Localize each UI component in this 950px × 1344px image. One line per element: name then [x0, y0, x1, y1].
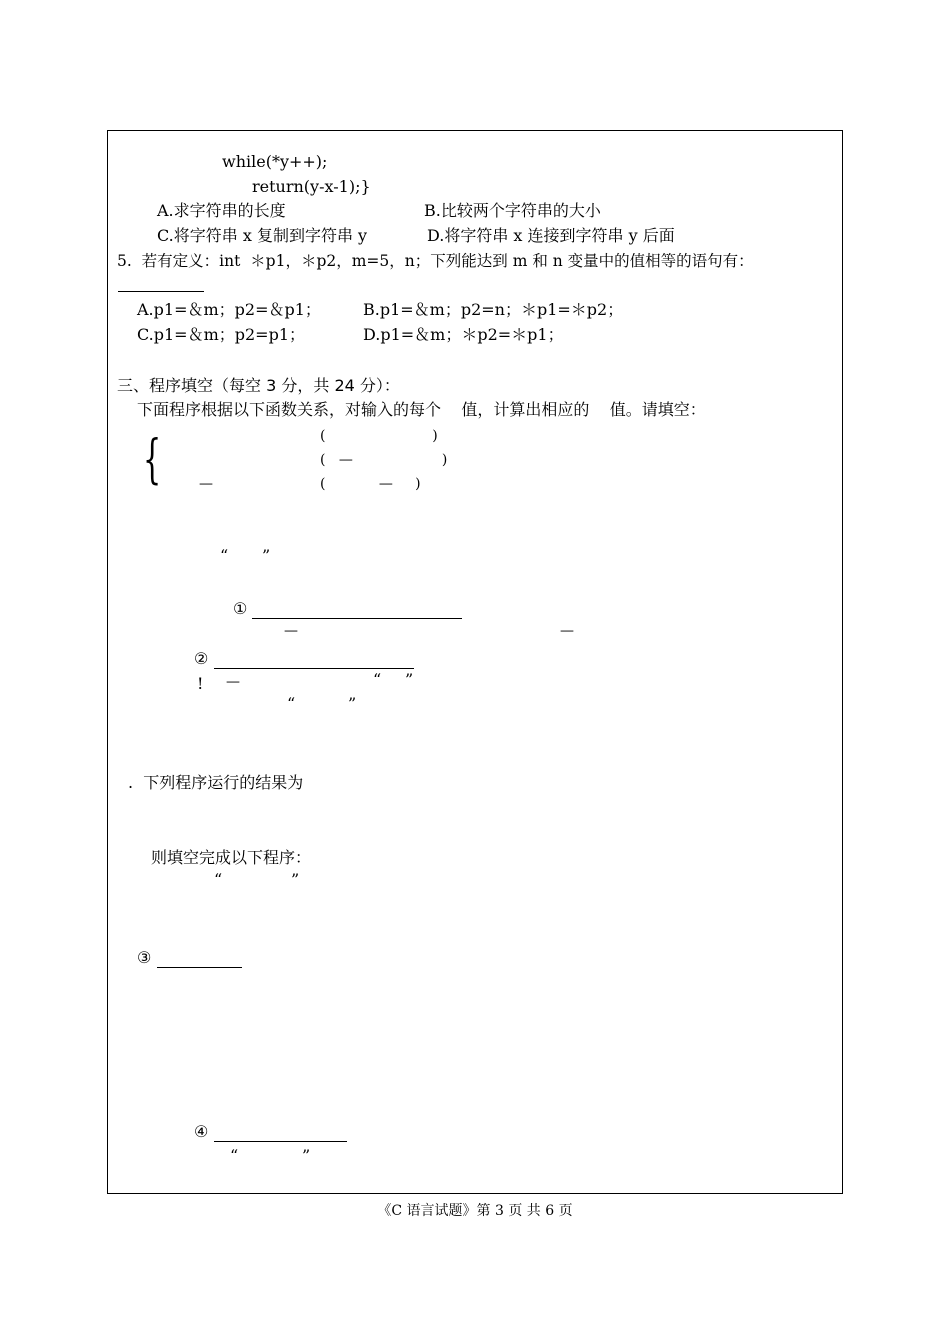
piecewise-cond-3: ( — ): [320, 476, 421, 492]
blank-label-4: ④: [194, 1122, 209, 1141]
exam-page-frame: [107, 130, 843, 1194]
piecewise-brace: {: [143, 430, 162, 490]
fill-blank-2[interactable]: [214, 668, 414, 669]
dash-mark: —: [284, 623, 298, 639]
piecewise-dash: —: [199, 476, 213, 492]
section-3-title: 三、程序填空（每空 3 分，共 24 分）：: [117, 376, 400, 395]
blank-label-2: ②: [194, 649, 209, 668]
dash-mark: —: [560, 623, 574, 639]
quote-close: ”: [302, 1146, 311, 1165]
quote-open: “: [373, 670, 382, 689]
q5-option-c: C.p1=＆m；p2=p1；: [137, 325, 306, 344]
q5-option-a: A.p1=＆m；p2=＆p1；: [137, 300, 321, 319]
q5-stem: 5. 若有定义：int ＊p1，＊p2，m=5，n；下列能达到 m 和 n 变量中的值相等的语句有：: [117, 252, 754, 270]
bang-mark: !: [197, 674, 204, 693]
fill-blank-3[interactable]: [157, 967, 242, 968]
section-3-intro: 下面程序根据以下函数关系，对输入的每个 值，计算出相应的 值。请填空：: [137, 400, 706, 419]
fill-blank-4[interactable]: [214, 1141, 347, 1142]
quote-close: ”: [262, 546, 271, 565]
piecewise-cond-2: ( — ): [320, 452, 448, 468]
fill-blank-1[interactable]: [252, 618, 462, 619]
page-footer: 《C 语言试题》第 3 页 共 6 页: [377, 1203, 573, 1219]
quote-open: “: [287, 694, 296, 713]
code-line-while: while(*y++);: [222, 152, 328, 171]
q4-option-d: D.将字符串 x 连接到字符串 y 后面: [427, 226, 675, 245]
quote-open: “: [220, 546, 229, 565]
piecewise-cond-1: ( ): [320, 428, 438, 444]
q5-answer-blank: [118, 291, 204, 292]
dash-mark: —: [226, 674, 240, 690]
quote-close: ”: [405, 670, 414, 689]
code-line-return: return(y-x-1);}: [252, 177, 371, 196]
blank-label-3: ③: [137, 948, 152, 967]
q2-fill-intro: 则填空完成以下程序：: [151, 848, 312, 867]
quote-close: ”: [291, 870, 300, 889]
q5-option-b: B.p1=＆m；p2=n；＊p1=＊p2；: [363, 300, 624, 319]
q5-option-d: D.p1=＆m；＊p2=＊p1；: [363, 325, 564, 344]
q2-stem: . 下列程序运行的结果为: [128, 773, 304, 792]
blank-label-1: ①: [233, 599, 248, 618]
quote-open: “: [214, 870, 223, 889]
q4-option-c: C.将字符串 x 复制到字符串 y: [157, 226, 368, 245]
quote-close: ”: [348, 694, 357, 713]
quote-open: “: [230, 1146, 239, 1165]
q4-option-b: B.比较两个字符串的大小: [424, 201, 601, 220]
q4-option-a: A.求字符串的长度: [157, 201, 286, 220]
